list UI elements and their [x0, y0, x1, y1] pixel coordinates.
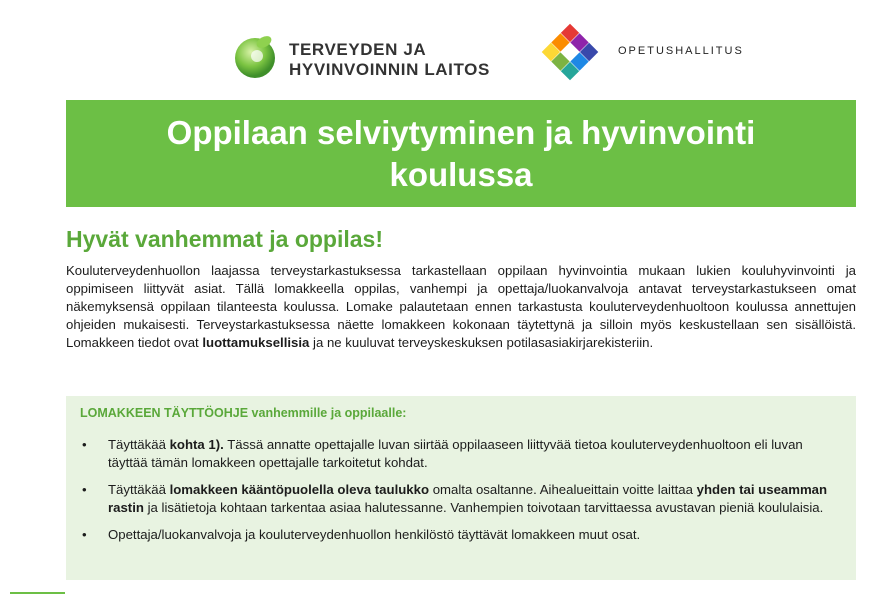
oph-diamond-icon [538, 20, 602, 84]
item-text: omalta osaltanne. Aihealueittain voitte laittaa [429, 482, 697, 497]
intro-confidential: luottamuksellisia [202, 335, 310, 350]
bullet-icon: • [82, 437, 87, 452]
logo-header [0, 18, 888, 88]
thl-logo [231, 28, 501, 83]
thl-logo-text [289, 40, 490, 80]
item-bold: yhden tai useamman rastin [108, 482, 828, 515]
list-item [80, 481, 840, 517]
item-text: Tässä annatte opettajalle luvan siirtää oppilaaseen liittyvää tietoa kouluterveydenhuoltoon eli luvan täyttää tämän lomakkeen opettajalle tarkoitetut kohdat. [108, 437, 803, 470]
instructions-list [80, 436, 840, 553]
title-banner [66, 100, 856, 207]
greeting-heading: Hyvät vanhemmat ja oppilas! [66, 226, 383, 252]
item-bold: kohta 1). [169, 437, 224, 452]
opetushallitus-logo [538, 20, 758, 84]
intro-text-start: Kouluterveydenhuollon laajassa terveystarkastuksessa tarkastellaan oppilaan hyvinvointia mukaan lukien kouluhyvinvointi ja oppimiseen liittyvät asiat. Tällä lomakkeella oppilas, vanhempi ja opettaja/luokanvalvoja antavat terveystarkastukseen omat näkemyksensä oppilaan tilanteesta koulussa. Lomake palautetaan ennen tarkastusta kouluterveydenhuoltoon koulussa annettujen ohjeiden mukaisesti. Terveystarkastuksessa näette lomakkeen kokonaan täytettynä ja silloin myös keskustellaan sen sisällöistä. Lomakkeen tiedot ovat [66, 263, 856, 350]
instructions-box [66, 396, 856, 580]
footer-divider [10, 592, 65, 594]
instructions-title [80, 406, 406, 420]
item-text: Opettaja/luokanvalvoja ja kouluterveydenhuollon henkilöstö täyttävät lomakkeen muut osat. [108, 527, 641, 542]
item-text: Täyttäkää [108, 437, 170, 452]
item-bold: lomakkeen kääntöpuolella oleva taulukko [169, 482, 430, 497]
bullet-icon: • [82, 527, 87, 542]
oph-logo-text: OPETUSHALLITUS [618, 45, 744, 57]
thl-logo-icon [231, 28, 285, 82]
item-text: ja lisätietoja kohtaan tarkentaa asiaa halutessanne. Vanhempien toivotaan tarvittaessa avustavan pieniä koululaisia. [143, 500, 824, 515]
instructions-title-rest: vanhemmille ja oppilaalle: [248, 406, 407, 420]
intro-text-end: ja ne kuuluvat terveyskeskuksen potilasasiakirjarekisteriin. [309, 335, 654, 350]
instructions-title-bold: LOMAKKEEN TÄYTTÖOHJE [80, 406, 249, 420]
bullet-icon: • [82, 482, 87, 497]
thl-line2: HYVINVOINNIN LAITOS [289, 60, 490, 79]
thl-line1: TERVEYDEN JA [289, 40, 427, 59]
intro-paragraph [66, 262, 856, 352]
list-item [80, 436, 840, 472]
list-item [80, 526, 840, 544]
item-text: Täyttäkää [108, 482, 170, 497]
page-title: Oppilaan selviytyminen ja hyvinvointi koulussa [166, 113, 756, 193]
